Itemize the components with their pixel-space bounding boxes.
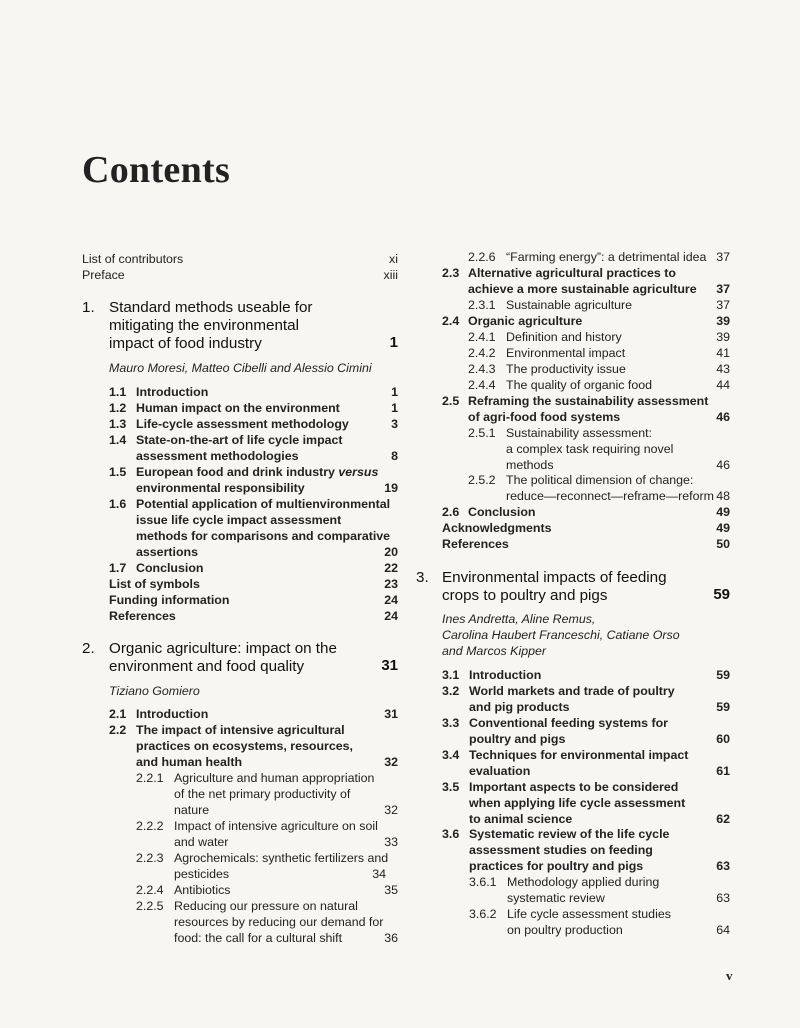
- toc-entry[interactable]: 2.2.5 Reducing our pressure on natural resources by reducing our demand for food: the call for a cultural shift 36: [136, 899, 398, 945]
- chapter-title-line: Organic agriculture: impact on the: [109, 640, 337, 657]
- page-number: v: [726, 968, 733, 983]
- toc-entry[interactable]: 2.2.3 Agrochemicals: synthetic fertilizers and pesticides 34: [136, 851, 389, 881]
- toc-entry[interactable]: 2.2.1 Agriculture and human appropriation of the net primary productivity of nature 32: [136, 771, 398, 817]
- chapter-page: 59: [713, 586, 730, 603]
- toc-entry[interactable]: 2.5 Reframing the sustainability assessment of agri-food food systems 46: [442, 394, 730, 424]
- author-line: and Marcos Kipper: [442, 644, 546, 658]
- toc-entry[interactable]: 3.6.1 Methodology applied during systematic review 63: [469, 875, 730, 905]
- toc-entry[interactable]: 3.5 Important aspects to be considered when applying life cycle assessment to animal science 62: [442, 780, 730, 826]
- chapter-number: 2.: [82, 640, 95, 657]
- chapter-title-line: Environmental impacts of feeding: [442, 569, 667, 586]
- chapter-title-line: impact of food industry: [109, 335, 262, 352]
- author-line: Mauro Moresi, Matteo Cibelli and Alessio Cimini: [109, 361, 372, 375]
- chapter-1-heading[interactable]: [82, 299, 398, 359]
- entry-page: xiii: [383, 268, 398, 282]
- toc-entry[interactable]: 1.6 Potential application of multienvironmental issue life cycle impact assessment methods for comparisons and comparative assertions 20: [109, 497, 398, 559]
- author-line: Tiziano Gomiero: [109, 684, 200, 698]
- toc-entry[interactable]: 2.5.1 Sustainability assessment: a complex task requiring novel methods 46: [468, 426, 730, 472]
- chapter-title-line: mitigating the environmental: [109, 317, 299, 334]
- chapter-page: 1: [389, 334, 398, 351]
- toc-entry[interactable]: 1.4 State-on-the-art of life cycle impact assessment methodologies 8: [109, 433, 398, 463]
- chapter-number: 1.: [82, 299, 95, 316]
- chapter-title-line: environment and food quality: [109, 658, 305, 675]
- chapter-title-line: Standard methods useable for: [109, 299, 313, 316]
- page-title: Contents: [82, 149, 231, 191]
- toc-entry[interactable]: 3.6 Systematic review of the life cycle assessment studies on feeding practices for poultry and pigs 63: [442, 827, 730, 873]
- toc-entry[interactable]: 2.5.2 The political dimension of change: reduce—reconnect—reframe—reform 48: [468, 473, 730, 503]
- entry-title: List of contributors: [82, 252, 184, 266]
- toc-entry[interactable]: 2.2.2 Impact of intensive agriculture on soil and water 33: [136, 819, 398, 849]
- toc-entry[interactable]: 1.5 European food and drink industry versus environmental responsibility 19: [109, 465, 398, 495]
- toc-entry[interactable]: 2.2 The impact of intensive agricultural practices on ecosystems, resources, and human health 32: [109, 723, 398, 769]
- chapter-3-authors: [442, 612, 730, 660]
- chapter-2-heading[interactable]: [82, 640, 398, 680]
- author-line: Ines Andretta, Aline Remus,: [442, 612, 596, 626]
- author-line: Carolina Haubert Franceschi, Catiane Orso: [442, 628, 680, 642]
- chapter-3-heading[interactable]: [416, 569, 730, 609]
- toc-entry[interactable]: 3.3 Conventional feeding systems for poultry and pigs 60: [442, 716, 730, 746]
- chapter-number: 3.: [416, 569, 429, 586]
- chapter-title-line: crops to poultry and pigs: [442, 587, 608, 604]
- entry-title: Preface: [82, 268, 125, 282]
- toc-entry[interactable]: 3.4 Techniques for environmental impact evaluation 61: [442, 748, 730, 778]
- toc-entry[interactable]: 3.6.2 Life cycle assessment studies on poultry production 64: [469, 907, 730, 937]
- entry-page: xi: [389, 252, 398, 266]
- chapter-page: 31: [381, 657, 398, 674]
- toc-entry[interactable]: 2.3 Alternative agricultural practices to achieve a more sustainable agriculture 37: [442, 266, 730, 296]
- toc-entry[interactable]: 3.2 World markets and trade of poultry and pig products 59: [442, 684, 730, 714]
